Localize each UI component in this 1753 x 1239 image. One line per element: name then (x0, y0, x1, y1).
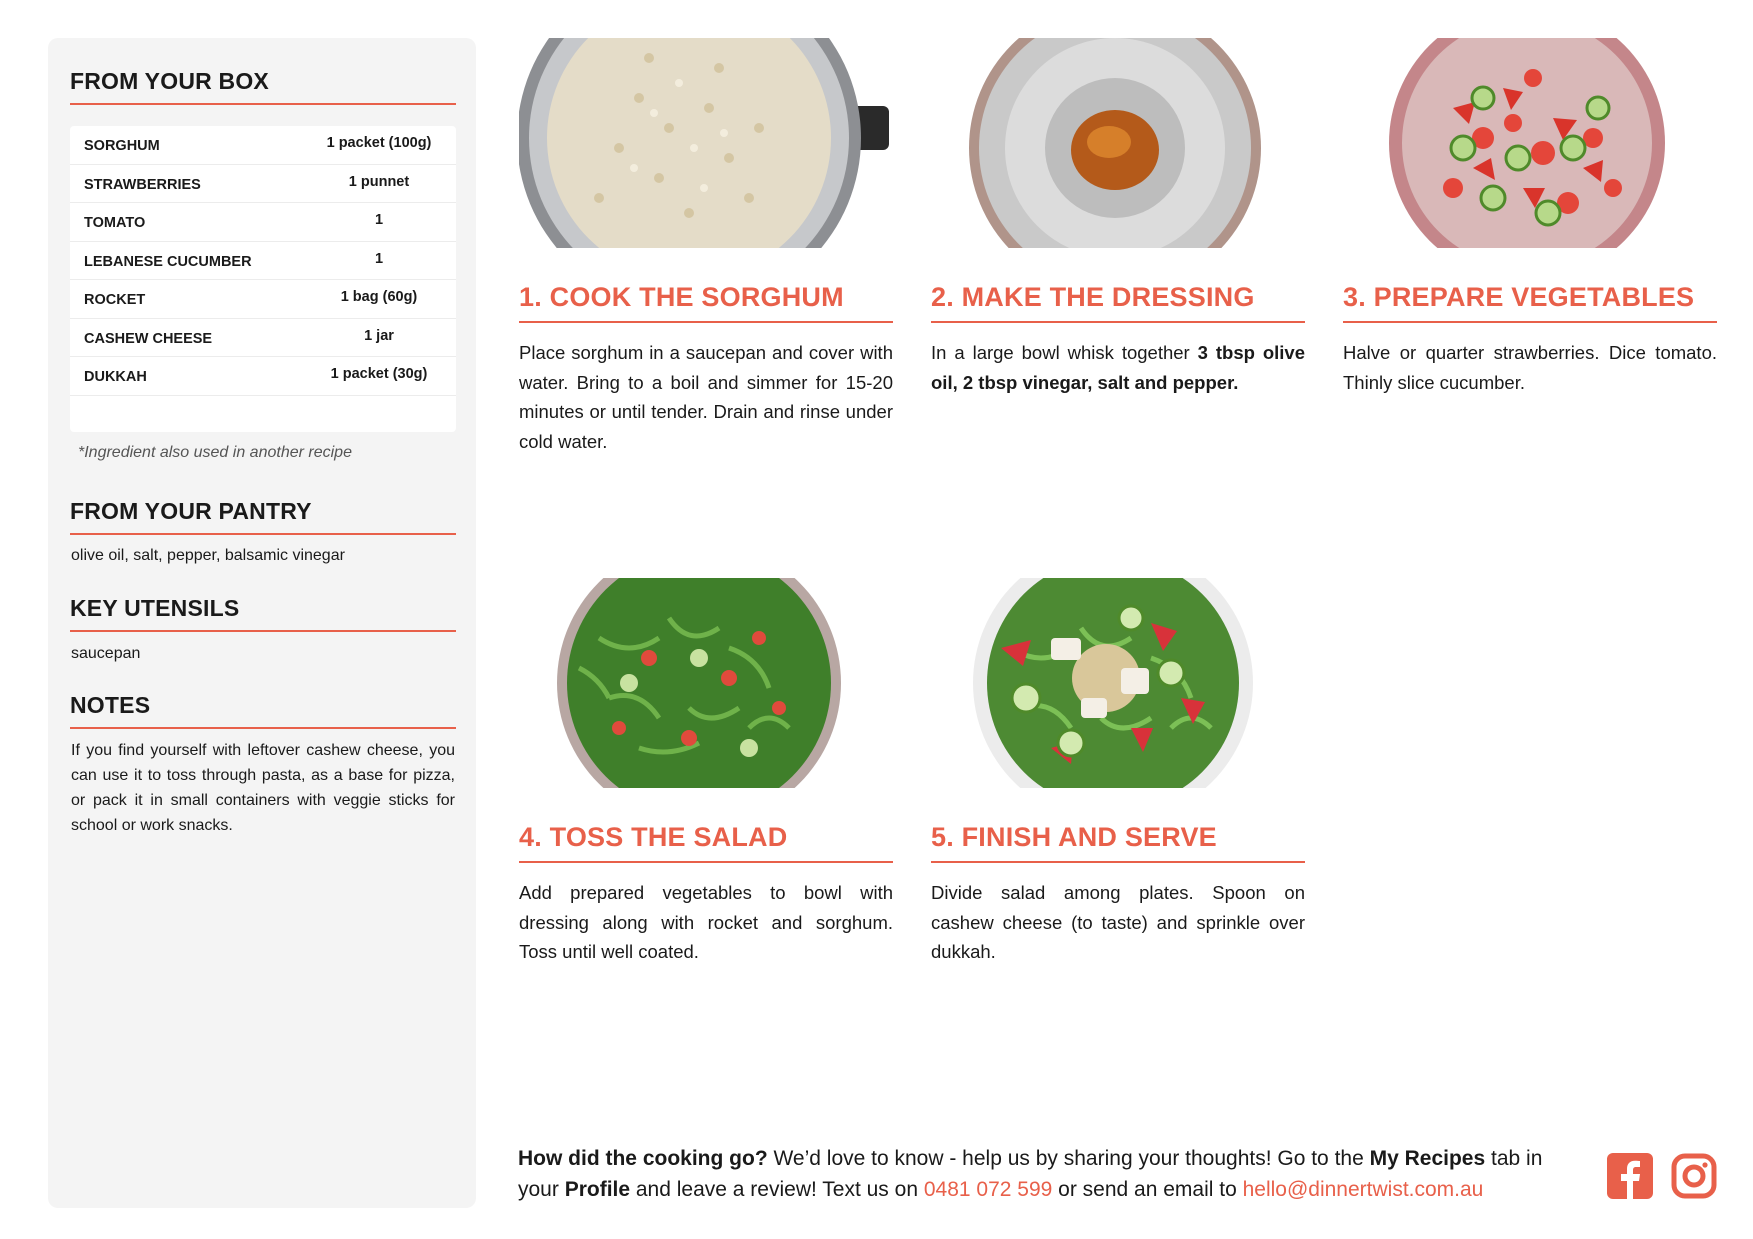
plated-salad-image (931, 578, 1305, 788)
ingredient-qty: 1 packet (100g) (326, 135, 432, 151)
footer-text: and leave a review! Text us on (630, 1178, 924, 1201)
ingredient-qty: 1 bag (60g) (340, 289, 418, 305)
step-5-text: Divide salad among plates. Spoon on cashew cheese (to taste) and sprinkle over dukkah. (931, 882, 1305, 962)
step-3-title: 3. PREPARE VEGETABLES (1343, 282, 1717, 323)
profile-label: Profile (564, 1178, 631, 1201)
table-row (70, 165, 456, 204)
notes-text: If you find yourself with leftover cashew cheese, you can use it to toss through pasta, as a base for pizza, or pack it in small containers with veggie sticks for school or work snacks. (71, 742, 455, 834)
step-2-text-plain: In a large bowl whisk together (931, 342, 1198, 363)
utensils-list: saucepan (71, 645, 141, 662)
footer-question: How did the cooking go? (518, 1147, 768, 1170)
step-4-title: 4. TOSS THE SALAD (519, 822, 893, 863)
chopped-vegetables-image (1343, 38, 1717, 248)
step-2-title: 2. MAKE THE DRESSING (931, 282, 1305, 323)
feedback-footer (518, 1143, 1578, 1205)
ingredient-qty: 1 (374, 250, 384, 267)
ingredient-name: TOMATO (84, 215, 146, 231)
key-utensils-heading: KEY UTENSILS (70, 595, 456, 632)
table-row (70, 357, 456, 396)
step-3-text: Halve or quarter strawberries. Dice tomato. Thinly slice cucumber. (1343, 342, 1717, 393)
from-your-pantry-heading: FROM YOUR PANTRY (70, 498, 456, 535)
footer-text: or send an email to (1052, 1178, 1243, 1201)
my-recipes-label: My Recipes (1369, 1147, 1486, 1170)
ingredient-qty: 1 packet (30g) (330, 366, 428, 382)
step-1 (519, 38, 893, 452)
step-2 (931, 38, 1305, 393)
pantry-list: olive oil, salt, pepper, balsamic vinegar (71, 547, 345, 564)
facebook-icon[interactable] (1607, 1153, 1653, 1199)
footer-text: We’d love to know - help us by sharing your thoughts! Go to the (767, 1147, 1370, 1170)
ingredient-name: LEBANESE CUCUMBER (84, 253, 252, 270)
table-row (70, 319, 456, 358)
step-4 (519, 578, 893, 962)
ingredient-qty: 1 (374, 212, 384, 228)
step-4-text: Add prepared vegetables to bowl with dressing along with rocket and sorghum. Toss until well coated. (519, 882, 893, 962)
ingredient-name: CASHEW CHEESE (84, 330, 213, 347)
table-row (70, 280, 456, 319)
table-row (70, 203, 456, 242)
table-row (70, 126, 456, 165)
ingredient-name: DUKKAH (84, 369, 147, 385)
tossed-salad-image (519, 578, 893, 788)
sidebar-panel (48, 38, 476, 1208)
step-1-text: Place sorghum in a saucepan and cover with water. Bring to a boil and simmer for 15-20 minutes or until tender. Drain and rinse under cold water. (519, 342, 893, 452)
sorghum-in-colander-image (519, 38, 893, 248)
ingredient-qty: 1 punnet (348, 173, 410, 190)
from-your-box-heading: FROM YOUR BOX (70, 68, 456, 105)
phone-number-link[interactable]: 0481 072 599 (923, 1178, 1053, 1201)
step-2-text (931, 338, 1305, 397)
dressing-in-bowl-image (931, 38, 1305, 248)
instagram-icon[interactable] (1671, 1153, 1717, 1199)
step-1-title: 1. COOK THE SORGHUM (519, 282, 893, 323)
email-link[interactable]: hello@dinnertwist.com.au (1242, 1178, 1484, 1201)
ingredient-name: SORGHUM (84, 138, 160, 154)
notes-heading: NOTES (70, 692, 456, 729)
ingredient-name: ROCKET (84, 292, 146, 308)
step-3 (1343, 38, 1717, 393)
table-row (70, 242, 456, 281)
ingredients-table (70, 126, 456, 432)
step-5-title: 5. FINISH AND SERVE (931, 822, 1305, 863)
step-2-text-bold: 3 tbsp olive oil, 2 tbsp vinegar, salt and pepper. (931, 342, 1305, 393)
ingredient-footnote: *Ingredient also used in another recipe (78, 444, 352, 461)
ingredient-qty: 1 jar (364, 327, 394, 344)
ingredient-name: STRAWBERRIES (84, 176, 201, 193)
step-5 (931, 578, 1305, 962)
footer-text: tab in your (518, 1147, 1543, 1201)
